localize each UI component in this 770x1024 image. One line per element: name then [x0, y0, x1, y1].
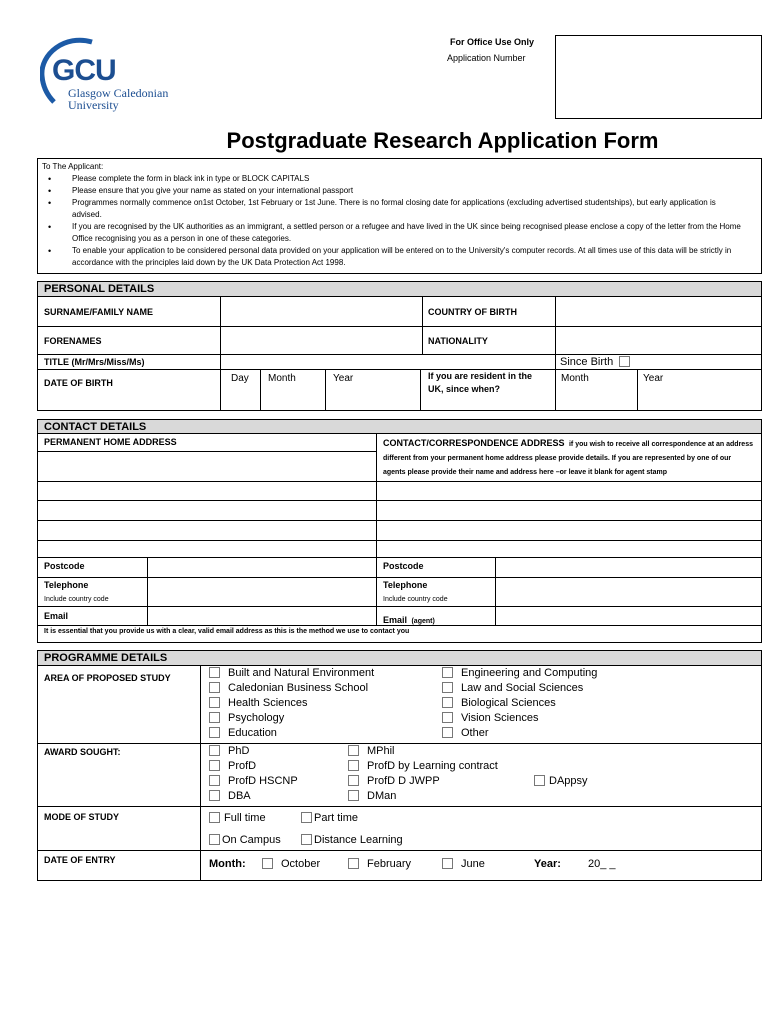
award-option[interactable]: ProfD D JWPP: [348, 775, 440, 787]
notes-list: [42, 173, 757, 269]
checkbox[interactable]: [209, 682, 220, 693]
country-of-birth-input[interactable]: [556, 297, 761, 326]
area-option[interactable]: Law and Social Sciences: [442, 682, 583, 694]
checkbox[interactable]: [442, 697, 453, 708]
correspondence-title: CONTACT/CORRESPONDENCE ADDRESS: [383, 438, 565, 448]
checkbox[interactable]: [534, 775, 545, 786]
checkbox[interactable]: [209, 812, 220, 823]
checkbox[interactable]: [209, 745, 220, 756]
dob-day-label: Day: [231, 373, 249, 384]
resident-year-label: Year: [643, 373, 664, 384]
area-option[interactable]: Education: [209, 727, 277, 739]
email-input[interactable]: [148, 607, 376, 625]
entry-month-option[interactable]: October: [262, 858, 320, 870]
correspondence-address-input[interactable]: [377, 482, 761, 557]
correspondence-address-label: [383, 436, 753, 478]
entry-month-label: Month:: [209, 858, 246, 870]
resident-label: If you are resident in the UK, since when?: [428, 371, 533, 394]
correspondence-note: if you wish to receive all correspondence at an address different from your permanent home address please provide details. If you are represented by one of our agents please provide their name and address here –or leave it blank for agent stamp: [383, 441, 753, 476]
resident-month-label: Month: [561, 373, 589, 384]
award-sought-label: AWARD SOUGHT:: [44, 747, 121, 757]
logo-line1: Glasgow Caledonian: [68, 86, 169, 100]
permanent-address-input[interactable]: [38, 452, 375, 557]
checkbox[interactable]: [209, 790, 220, 801]
telephone-label-2: Telephone: [383, 580, 428, 590]
email-label-2: Email: [383, 615, 408, 625]
award-option[interactable]: ProfD: [209, 760, 256, 772]
mode-of-study-label: MODE OF STUDY: [44, 812, 120, 822]
note-item: • If you are recognised by the UK authorities as an immigrant, a settled person or a refugee and have lived in the UK since being recognised please enclose a copy of the letter from the Home Office recognising you as a person in one of these categories.: [42, 221, 757, 245]
email-input-2[interactable]: [496, 607, 761, 625]
postcode-label: Postcode: [44, 561, 85, 571]
award-option[interactable]: ProfD HSCNP: [209, 775, 298, 787]
checkbox[interactable]: [301, 834, 312, 845]
mode-option-part-time[interactable]: Part time: [301, 812, 358, 824]
checkbox[interactable]: [442, 727, 453, 738]
award-option[interactable]: PhD: [209, 745, 249, 757]
mode-option-full-time[interactable]: Full time: [209, 812, 266, 824]
telephone-input-2[interactable]: [496, 578, 761, 606]
email-agent-label: [383, 610, 435, 628]
area-option[interactable]: Built and Natural Environment: [209, 667, 374, 679]
country-code-note: Include country code: [44, 596, 109, 603]
since-birth-label: Since Birth: [560, 356, 614, 368]
note-item: • Programmes normally commence on1st October, 1st February or 1st June. There is no formal closing date for applications (excluding advertised studentships), but early application is advised.: [42, 197, 757, 221]
date-of-entry-label: DATE OF ENTRY: [44, 855, 116, 865]
title-input[interactable]: [221, 355, 555, 369]
dob-label: DATE OF BIRTH: [44, 378, 113, 388]
checkbox[interactable]: [348, 775, 359, 786]
checkbox[interactable]: [209, 834, 220, 845]
award-option[interactable]: ProfD by Learning contract: [348, 760, 498, 772]
award-option[interactable]: DAppsy: [534, 775, 588, 787]
area-option[interactable]: Health Sciences: [209, 697, 308, 709]
forenames-label: FORENAMES: [44, 336, 102, 346]
programme-details-header: PROGRAMME DETAILS: [37, 650, 762, 666]
country-of-birth-label: COUNTRY OF BIRTH: [428, 307, 517, 317]
checkbox[interactable]: [209, 775, 220, 786]
personal-details-header: PERSONAL DETAILS: [37, 281, 762, 297]
logo-mark: GCU: [52, 54, 116, 87]
checkbox[interactable]: [442, 858, 453, 869]
application-number-box: [555, 35, 762, 119]
entry-year-value[interactable]: 20_ _: [588, 858, 616, 870]
checkbox[interactable]: [348, 858, 359, 869]
area-option[interactable]: Psychology: [209, 712, 284, 724]
mode-option-on-campus[interactable]: On Campus: [209, 834, 281, 846]
applicant-notes: [37, 158, 762, 274]
checkbox[interactable]: [442, 667, 453, 678]
checkbox[interactable]: [348, 790, 359, 801]
office-use-title: For Office Use Only: [450, 37, 535, 47]
email-note: It is essential that you provide us with a clear, valid email address as this is the method we use to contact you: [44, 628, 410, 635]
since-birth-option[interactable]: [560, 356, 638, 368]
checkbox[interactable]: [209, 712, 220, 723]
checkbox[interactable]: [209, 697, 220, 708]
note-item: • Please complete the form in black ink in type or BLOCK CAPITALS: [42, 173, 757, 185]
telephone-input[interactable]: [148, 578, 376, 606]
nationality-input[interactable]: [556, 327, 761, 354]
nationality-label: NATIONALITY: [428, 336, 488, 346]
area-option[interactable]: Other: [442, 727, 489, 739]
entry-month-option[interactable]: February: [348, 858, 411, 870]
checkbox[interactable]: [348, 760, 359, 771]
application-number-label: Application Number: [447, 53, 526, 63]
surname-label: SURNAME/FAMILY NAME: [44, 307, 154, 317]
area-option[interactable]: Vision Sciences: [442, 712, 538, 724]
postcode-input[interactable]: [148, 558, 376, 577]
country-code-note-2: Include country code: [383, 596, 448, 603]
note-item: • Please ensure that you give your name as stated on your international passport: [42, 185, 757, 197]
award-option[interactable]: DMan: [348, 790, 396, 802]
telephone-label: Telephone: [44, 580, 89, 590]
entry-year-label: Year:: [534, 858, 561, 870]
area-option[interactable]: Biological Sciences: [442, 697, 556, 709]
area-option[interactable]: Caledonian Business School: [209, 682, 368, 694]
checkbox[interactable]: [348, 745, 359, 756]
note-item: • To enable your application to be considered personal data provided on your application will be entered on to the University's computer records. At all times use of this data will be strictly in accordance with the principles laid down by the UK Data Protection Act 1998.: [42, 245, 757, 269]
contact-details-header: CONTACT DETAILS: [37, 419, 762, 434]
award-option[interactable]: DBA: [209, 790, 251, 802]
programme-details-section: [37, 665, 762, 881]
entry-month-option[interactable]: June: [442, 858, 485, 870]
notes-intro: To The Applicant:: [42, 162, 104, 171]
checkbox[interactable]: [442, 682, 453, 693]
postcode-label-2: Postcode: [383, 561, 424, 571]
dob-year-label: Year: [333, 373, 354, 384]
email-label: Email: [44, 611, 69, 621]
title-label: TITLE (Mr/Mrs/Miss/Ms): [44, 357, 145, 367]
checkbox[interactable]: [209, 760, 220, 771]
since-birth-checkbox[interactable]: [619, 356, 630, 367]
form-title: Postgraduate Research Application Form: [226, 128, 659, 153]
gcu-logo: [40, 36, 200, 116]
checkbox[interactable]: [262, 858, 273, 869]
checkbox[interactable]: [301, 812, 312, 823]
forenames-input[interactable]: [221, 327, 422, 354]
postcode-input-2[interactable]: [496, 558, 761, 577]
dob-month-label: Month: [268, 373, 296, 384]
area-option[interactable]: Engineering and Computing: [442, 667, 597, 679]
checkbox[interactable]: [442, 712, 453, 723]
logo-line2: University: [68, 98, 119, 112]
agent-note: (agent): [411, 618, 435, 625]
mode-option-distance[interactable]: Distance Learning: [301, 834, 403, 846]
permanent-address-label: PERMANENT HOME ADDRESS: [44, 437, 177, 447]
checkbox[interactable]: [209, 727, 220, 738]
area-of-study-label: AREA OF PROPOSED STUDY: [44, 673, 171, 683]
checkbox[interactable]: [209, 667, 220, 678]
surname-input[interactable]: [221, 297, 422, 326]
award-option[interactable]: MPhil: [348, 745, 395, 757]
